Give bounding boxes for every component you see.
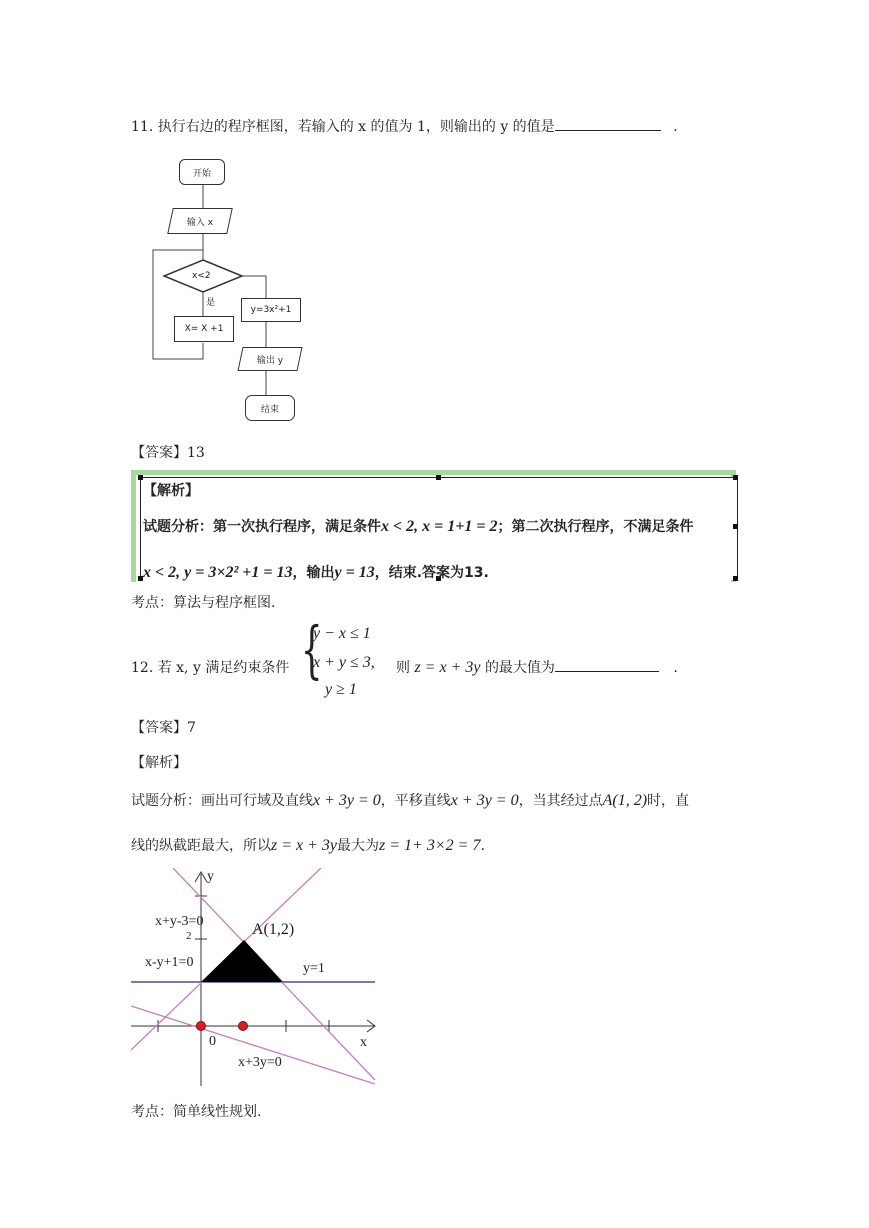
q12-answer-blank [555,671,659,672]
resize-handle [733,475,738,480]
q12-line1-c: ，当其经过点 [518,793,603,809]
line-x-plus-3y [131,1006,375,1084]
fc-condition-label: x<2 [192,271,211,281]
fc-end [245,395,295,421]
q11-analysis-line2-b: ，输出 [292,565,335,581]
q11-analysis-line2-math2: y = 13 [334,564,375,581]
q12-prefix: 12. 若 x, y 满足约束条件 [131,660,290,676]
point-on-x-axis [239,1022,248,1031]
q11-analysis-line1-a: 试题分析：第一次执行程序，满足条件 [143,519,381,535]
q12-line1-m3: A(1, 2) [602,792,648,809]
resize-handle [733,524,738,529]
point-origin [197,1022,206,1031]
q11-prefix: 11. 执行右边的程序框图，若输入的 x 的值为 1，则输出的 y 的值是 [131,119,555,135]
q12-constraint-3: y ≥ 1 [325,681,357,698]
fc-update-label: X= X +1 [184,324,224,334]
fc-formula-label: y=3x²+1 [250,305,292,315]
fc-update [174,316,234,342]
q11-analysis-line2-math: x < 2, y = 3×2² +1 = 13 [143,564,293,581]
q12-line2-m1: z = x + 3y [271,837,338,854]
q12-line1-m2: x + 3y = 0 [450,792,519,809]
q11-suffix: . [673,119,678,135]
q11-question [131,116,678,136]
graph-x-label: x [360,1035,367,1050]
q11-answer: 【答案】13 [131,445,205,461]
q12-after: 的最大值为 [484,660,555,676]
q11-analysis-line1-b: ；第二次执行程序，不满足条件 [497,519,694,535]
q12-answer: 【答案】7 [131,720,196,736]
q12-keypoint: 考点：简单线性规划. [131,1104,262,1120]
q12-brace: { [300,613,323,686]
q12-analysis-line2 [131,835,485,855]
lp-graph [131,868,377,1086]
q12-tail [396,657,678,677]
q12-line2-a: 线的纵截距最大，所以 [131,838,271,854]
q11-analysis-title: 【解析】 [143,483,199,499]
graph-y-label: y [207,869,214,884]
q11-analysis-line2 [143,562,489,582]
fc-arrow-cond-formula [242,276,266,298]
resize-handle [733,576,738,581]
graph-origin-label: 0 [209,1034,216,1049]
feasible-region [201,940,283,982]
q12-objective: z = x + 3y [414,659,481,676]
q12-analysis-line1 [131,790,689,810]
q12-line2-m2: z = 1+ 3×2 = 7 [379,837,481,854]
fc-yes-label: 是 [206,298,216,308]
q12-line2-b: 最大为 [337,838,380,854]
graph-label-l2: x-y+1=0 [145,955,194,970]
q12-suffix: . [673,660,678,676]
resize-handle [436,475,441,480]
fc-end-label: 结束 [260,404,279,415]
q11-answer-blank [555,130,661,131]
fc-start [179,159,225,185]
graph-tick-2: 2 [186,930,192,942]
fc-start-label: 开始 [192,168,211,179]
fc-formula [241,298,301,322]
q11-analysis-line1-math: x < 2, x = 1+1 = 2 [381,518,498,535]
q12-line1-a: 试题分析：画出可行域及直线 [131,793,313,809]
q11-keypoint: 考点：算法与程序框图. [131,595,276,611]
q12-line1-d: 时，直 [647,793,690,809]
flowchart-lines [148,156,318,426]
fc-input-label: 输入 x [186,217,214,228]
fc-output [237,347,302,371]
q12-line1-b: ，平移直线 [380,793,451,809]
q12-mid: 则 [396,660,410,676]
graph-label-y1: y=1 [303,961,325,976]
graph-label-objective: x+3y=0 [238,1055,282,1070]
graph-label-point-a: A(1,2) [252,921,295,938]
graph-label-l1: x+y-3=0 [155,914,204,929]
q12-analysis-title: 【解析】 [131,755,187,771]
fc-output-label: 输出 y [256,355,284,366]
q12-line2-c: . [480,838,485,854]
q12-line1-m1: x + 3y = 0 [313,792,381,809]
q11-analysis-line1 [143,516,693,536]
q11-analysis-line2-c: ，结束.答案为13. [374,565,489,581]
q12-constraint-1: y − x ≤ 1 [313,625,371,642]
fc-input [167,208,233,234]
q12-constraint-2: x + y ≤ 3, [313,654,375,671]
